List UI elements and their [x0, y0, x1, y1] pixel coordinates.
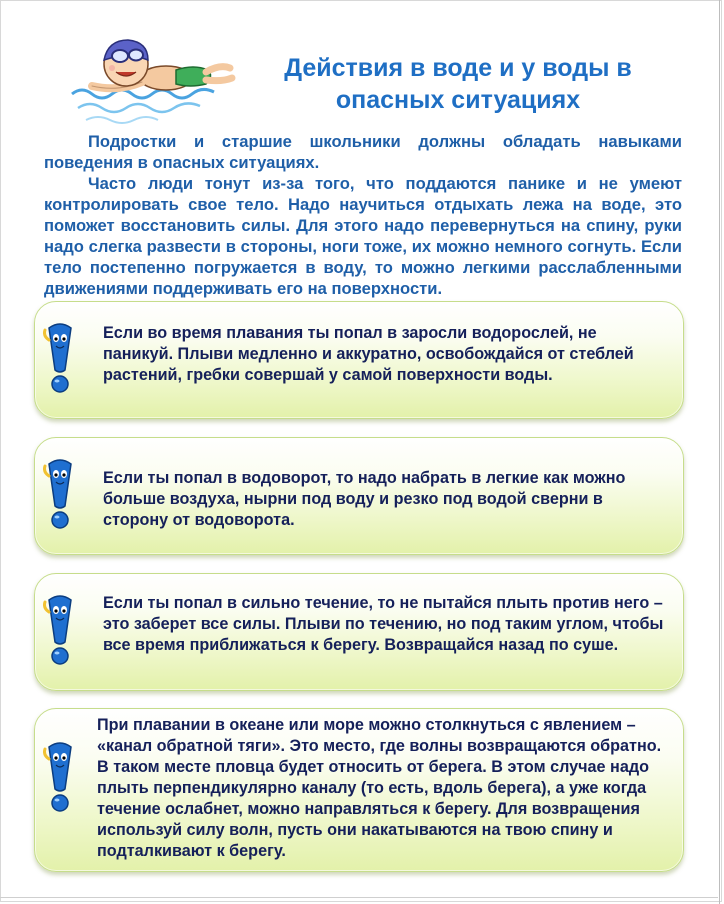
tip-text: При плавании в океане или море можно столкнуться с явлением – «канал обратной тяги». Это место, где волны возвращаются обратно. В таком месте пловца будет относить от берега. В этом случае надо плыть перпендикулярно каналу (то есть, вдоль берега), а уже когда течение ослабнет, можно направляться к берегу. Для возвращения используй силу волн, пусть они накатываются на твою спину и подталкивают к берегу. [97, 716, 662, 860]
intro-paragraph: Часто люди тонут из-за того, что поддаются панике и не умеют контролировать свое тело. Надо научиться отдыхать лежа на воде, это поможет восстановить силы. Для этого надо перевернуться на спину, руки надо слегка развести в стороны, ноги тоже, их можно немного согнуть. Если тело постепенно погружается в воду, то можно легкими расслабленными движениями поддерживать его на поверхности. [44, 174, 682, 298]
intro-paragraph: Подростки и старшие школьники должны обладать навыками поведения в опасных ситуациях. [44, 132, 682, 172]
tip-text: Если во время плавания ты попал в заросли водорослей, не паникуй. Плыви медленно и аккуратно, освобождайся от стеблей растений, гребки совершай у самой поверхности воды. [103, 324, 634, 384]
page-edge-bottom [0, 897, 718, 898]
tip-card [34, 708, 684, 872]
exclamation-mark-icon [43, 456, 77, 534]
header [68, 28, 708, 128]
intro-text [44, 131, 682, 299]
tip-card [34, 573, 684, 691]
swimmer-boy-icon [68, 30, 238, 130]
page-edge-right [719, 0, 720, 904]
page-title: Действия в воде и у воды в опасных ситуациях [284, 54, 632, 114]
tip-card [34, 437, 684, 555]
exclamation-mark-icon [43, 739, 77, 817]
exclamation-mark-icon [43, 592, 77, 670]
tip-card [34, 301, 684, 419]
exclamation-mark-icon [43, 320, 77, 398]
tip-text: Если ты попал в водоворот, то надо набрать в легкие как можно больше воздуха, нырни под воду и резко под водой сверни в сторону от водоворота. [103, 469, 626, 529]
tip-text: Если ты попал в сильно течение, то не пытайся плыть против него – это заберет все силы. Плыви по течению, но под таким углом, чтобы все время приближаться к берегу. Возвращайся назад по суше. [103, 594, 664, 654]
